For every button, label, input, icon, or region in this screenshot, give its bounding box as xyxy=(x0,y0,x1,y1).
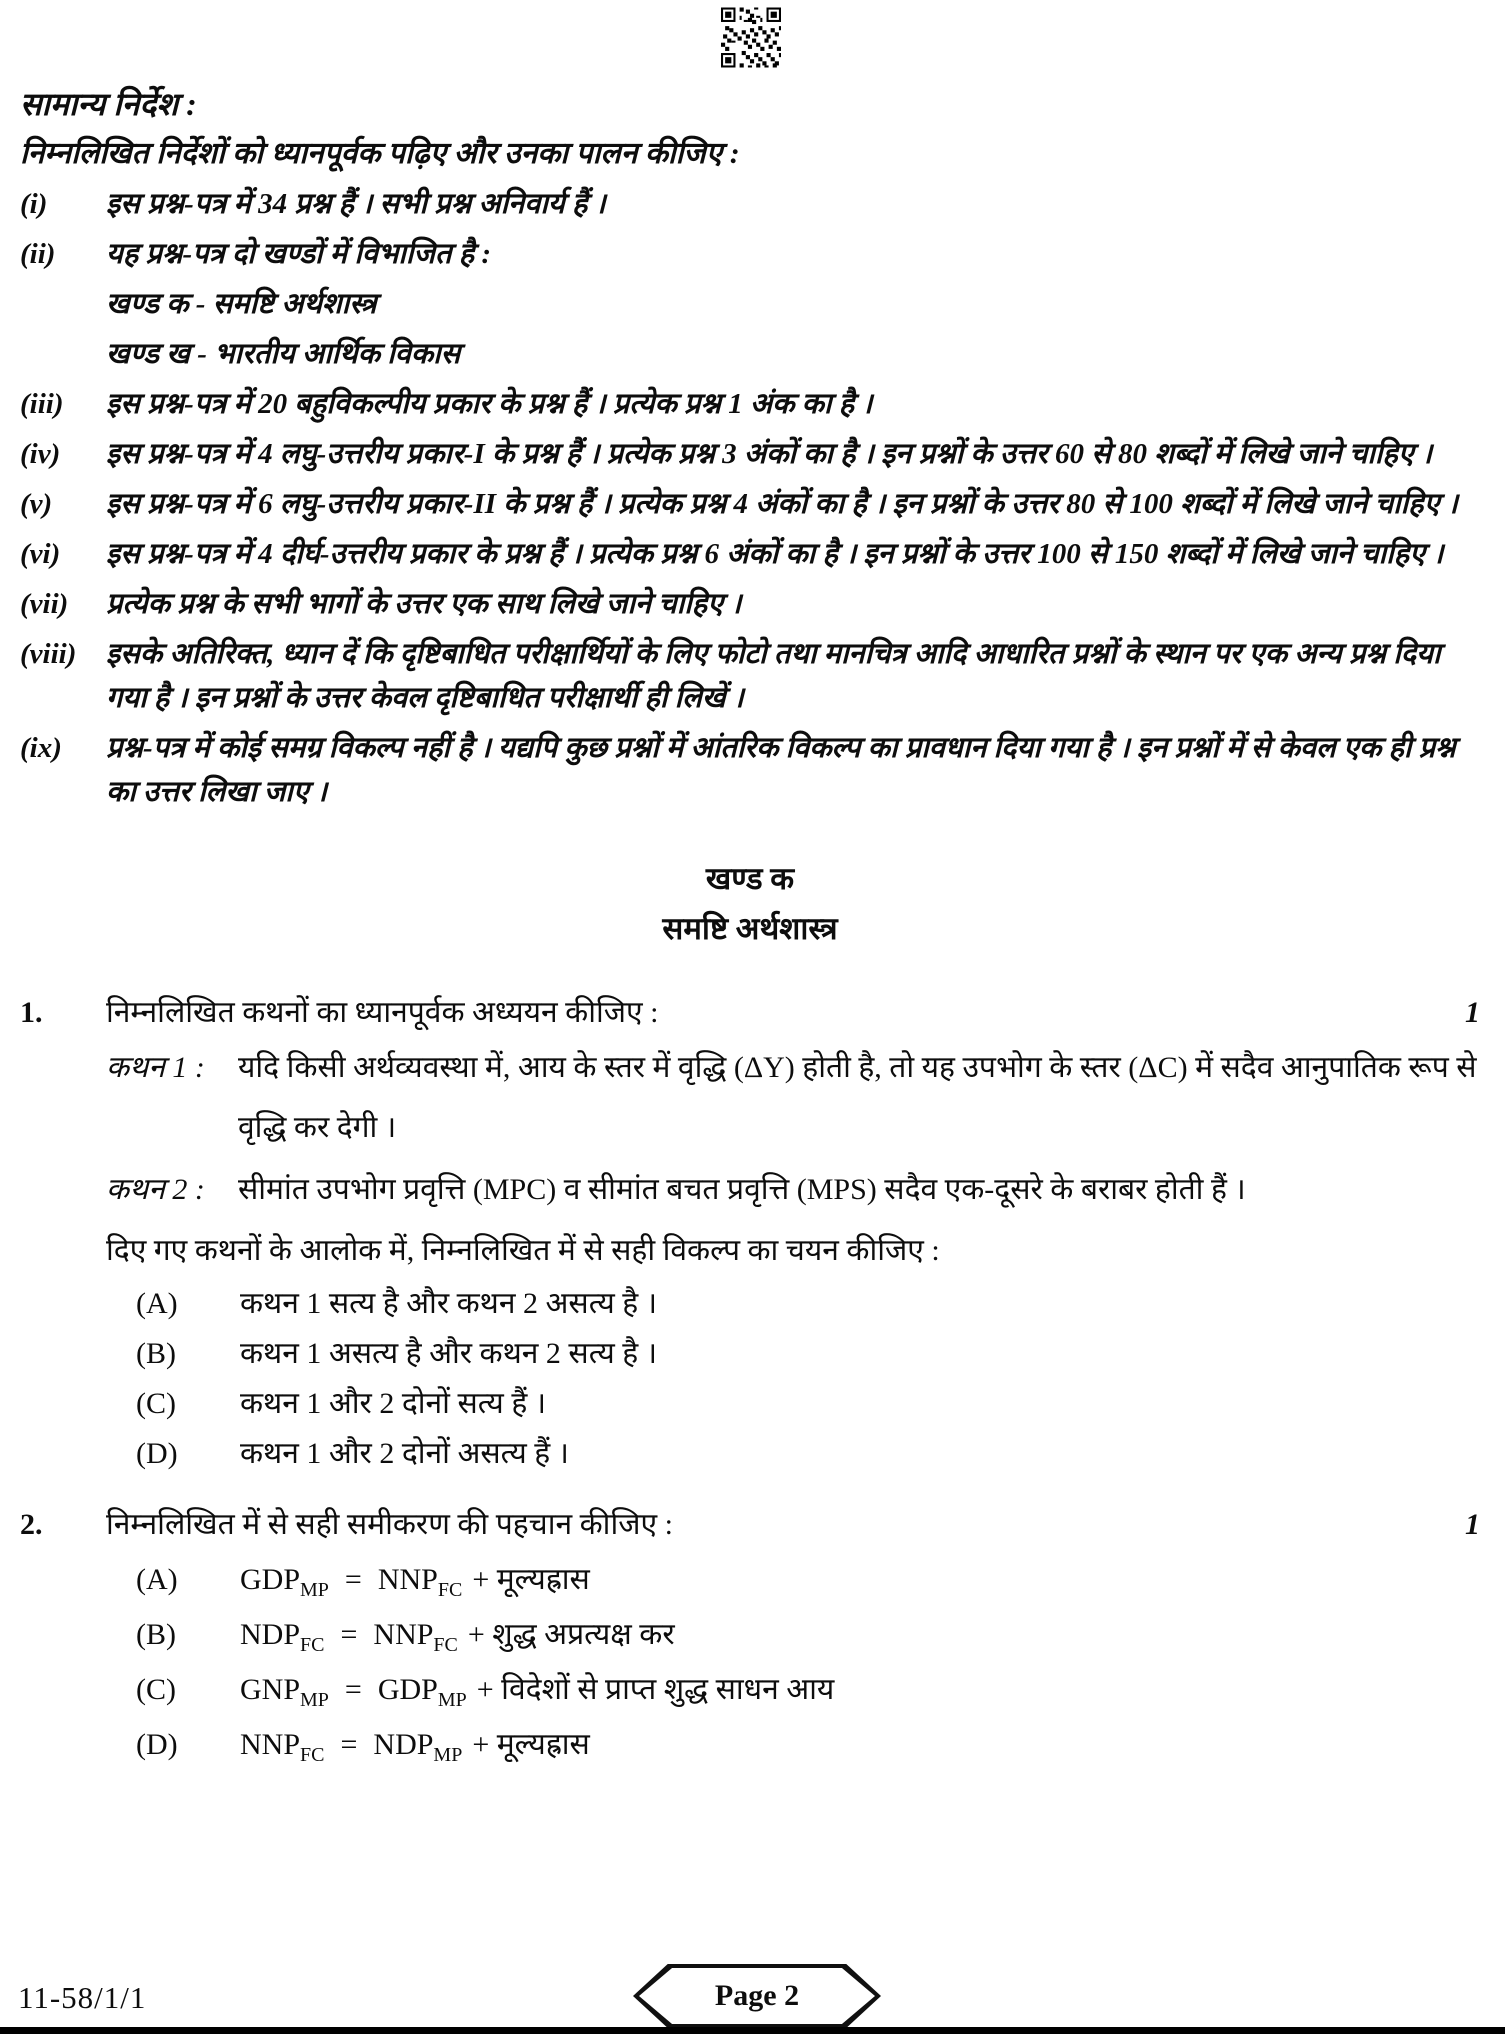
statement-2 xyxy=(106,1160,1480,1220)
subscript: MP xyxy=(300,1579,329,1601)
instruction-number: (i) xyxy=(20,188,48,220)
instruction-item xyxy=(20,726,1480,814)
equals-sign: = xyxy=(340,1728,358,1761)
general-instructions xyxy=(20,84,1480,814)
instruction-number: (vi) xyxy=(20,538,61,570)
equation-tail: + मूल्यह्रास xyxy=(472,1563,590,1596)
paper-code: 11-58/1/1 xyxy=(18,1980,147,2015)
term: GDP xyxy=(377,1673,438,1706)
term: NNP xyxy=(240,1728,301,1761)
instruction-number: (iv) xyxy=(20,438,61,470)
option-text: कथन 1 असत्य है और कथन 2 सत्य है । xyxy=(240,1337,658,1370)
instruction-number: (v) xyxy=(20,488,53,520)
equation xyxy=(240,1722,1480,1768)
equation xyxy=(240,1667,1480,1713)
option-row-b xyxy=(136,1612,1480,1658)
instruction-item xyxy=(20,182,1480,226)
question-2 xyxy=(20,1502,1480,1768)
page-number-label: Page 2 xyxy=(714,1979,800,2012)
option-label: (A) xyxy=(136,1563,178,1596)
subscript: FC xyxy=(300,1634,325,1656)
option-label: (B) xyxy=(136,1337,176,1370)
subscript: FC xyxy=(433,1634,458,1656)
instruction-item xyxy=(20,632,1480,720)
instruction-number: (ii) xyxy=(20,238,56,270)
equation xyxy=(240,1612,1480,1658)
section-subtitle: समष्टि अर्थशास्त्र xyxy=(662,911,838,946)
general-instructions-intro: निम्नलिखित निर्देशों को ध्यानपूर्वक पढ़िए और उनका पालन कीजिए : xyxy=(20,137,740,170)
instruction-text: यह प्रश्न-पत्र दो खण्डों में विभाजित है : xyxy=(106,238,492,270)
instruction-item xyxy=(20,382,1480,426)
question-2-header xyxy=(20,1502,1480,1548)
instruction-number: (viii) xyxy=(20,638,77,670)
equals-sign: = xyxy=(340,1618,358,1651)
instruction-text: इस प्रश्न-पत्र में 6 लघु-उत्तरीय प्रकार-II के प्रश्न हैं । प्रत्येक प्रश्न 4 अंकों का है । इन प्रश्नों के उत्तर 80 से 100 शब्दों में लिखे जाने चाहिए । xyxy=(106,488,1458,520)
question-marks: 1 xyxy=(1465,996,1480,1029)
instruction-text: प्रश्न-पत्र में कोई समग्र विकल्प नहीं है । यद्यपि कुछ प्रश्नों में आंतरिक विकल्प का प्रावधान दिया गया है । इन प्रश्नों में से केवल एक ही प्रश्न का उत्तर लिखा जाए । xyxy=(106,732,1456,808)
question-number: 1. xyxy=(20,996,43,1029)
instruction-number: (iii) xyxy=(20,388,64,420)
term: GDP xyxy=(240,1563,301,1596)
equals-sign: = xyxy=(344,1563,362,1596)
instruction-subitem xyxy=(20,332,1480,376)
subscript: FC xyxy=(300,1744,325,1766)
section-title: खण्ड क xyxy=(705,861,795,896)
section-b-label: खण्ड ख - भारतीय आर्थिक विकास xyxy=(106,338,461,370)
question-text: निम्नलिखित कथनों का ध्यानपूर्वक अध्ययन कीजिए : xyxy=(106,996,659,1029)
section-a-label: खण्ड क - समष्टि अर्थशास्त्र xyxy=(106,288,377,320)
option-label: (D) xyxy=(136,1437,178,1470)
page-number-badge xyxy=(633,1964,881,2028)
equation-tail: + मूल्यह्रास xyxy=(472,1728,590,1761)
equation-tail: + शुद्ध अप्रत्यक्ष कर xyxy=(467,1618,675,1651)
bottom-scan-bar xyxy=(0,2027,1505,2034)
option-row-a xyxy=(136,1282,1480,1326)
option-text: कथन 1 और 2 दोनों असत्य हैं । xyxy=(240,1437,570,1470)
equation-tail: + विदेशों से प्राप्त शुद्ध साधन आय xyxy=(476,1673,835,1706)
subscript: MP xyxy=(437,1689,467,1711)
instruction-text: इस प्रश्न-पत्र में 4 लघु-उत्तरीय प्रकार-I के प्रश्न हैं । प्रत्येक प्रश्न 3 अंकों का है । इन प्रश्नों के उत्तर 60 से 80 शब्दों में लिखे जाने चाहिए । xyxy=(106,438,1433,470)
instruction-subitem xyxy=(20,282,1480,326)
option-row-c xyxy=(136,1382,1480,1426)
qr-code xyxy=(721,6,781,69)
option-row-c xyxy=(136,1667,1480,1713)
equals-sign: = xyxy=(344,1673,362,1706)
option-label: (A) xyxy=(136,1287,178,1320)
question-1 xyxy=(20,990,1480,1476)
instruction-number: (ix) xyxy=(20,732,62,764)
option-row-d xyxy=(136,1432,1480,1476)
question-text: निम्नलिखित में से सही समीकरण की पहचान कीजिए : xyxy=(106,1508,673,1541)
equation xyxy=(240,1557,1480,1603)
option-text: कथन 1 और 2 दोनों सत्य हैं । xyxy=(240,1387,547,1420)
section-heading xyxy=(20,854,1480,954)
question-1-lead-in: दिए गए कथनों के आलोक में, निम्नलिखित में से सही विकल्प का चयन कीजिए : xyxy=(106,1234,940,1267)
option-label: (B) xyxy=(136,1618,176,1651)
instruction-item xyxy=(20,582,1480,626)
subscript: FC xyxy=(437,1579,463,1601)
instruction-item xyxy=(20,532,1480,576)
option-row-d xyxy=(136,1722,1480,1768)
option-row-a xyxy=(136,1557,1480,1603)
term: NDP xyxy=(373,1728,434,1761)
statement-1 xyxy=(106,1038,1480,1158)
instruction-text: इस प्रश्न-पत्र में 34 प्रश्न हैं । सभी प्रश्न अनिवार्य हैं । xyxy=(106,188,606,220)
option-text: कथन 1 सत्य है और कथन 2 असत्य है । xyxy=(240,1287,658,1320)
statement-label: कथन 2 : xyxy=(106,1173,205,1206)
option-row-b xyxy=(136,1332,1480,1376)
option-label: (C) xyxy=(136,1673,176,1706)
general-instructions-heading: सामान्य निर्देश : xyxy=(20,86,197,122)
term: NDP xyxy=(240,1618,301,1651)
term: NNP xyxy=(373,1618,434,1651)
instruction-text: इस प्रश्न-पत्र में 4 दीर्घ-उत्तरीय प्रकार के प्रश्न हैं । प्रत्येक प्रश्न 6 अंकों का है । इन प्रश्नों के उत्तर 100 से 150 शब्दों में लिखे जाने चाहिए । xyxy=(106,538,1444,570)
statement-text: यदि किसी अर्थव्यवस्था में, आय के स्तर में वृद्धि (ΔY) होती है, तो यह उपभोग के स्तर (ΔC) में सदैव आनुपातिक रूप से वृद्धि कर देगी । xyxy=(238,1051,1477,1144)
spacer xyxy=(20,282,106,326)
subscript: MP xyxy=(433,1744,463,1766)
instruction-text: प्रत्येक प्रश्न के सभी भागों के उत्तर एक साथ लिखे जाने चाहिए । xyxy=(106,588,742,620)
option-label: (D) xyxy=(136,1728,178,1761)
spacer xyxy=(20,332,106,376)
instruction-text: इस प्रश्न-पत्र में 20 बहुविकल्पीय प्रकार के प्रश्न हैं । प्रत्येक प्रश्न 1 अंक का है । xyxy=(106,388,873,420)
option-label: (C) xyxy=(136,1387,176,1420)
term: NNP xyxy=(377,1563,438,1596)
instruction-item xyxy=(20,432,1480,476)
instruction-text: इसके अतिरिक्त, ध्यान दें कि दृष्टिबाधित परीक्षार्थियों के लिए फोटो तथा मानचित्र आदि आधारित प्रश्नों के स्थान पर एक अन्य प्रश्न दिया गया है । इन प्रश्नों के उत्तर केवल दृष्टिबाधित परीक्षार्थी ही लिखें । xyxy=(106,638,1441,714)
term: GNP xyxy=(240,1673,301,1706)
instruction-item xyxy=(20,232,1480,276)
instruction-item xyxy=(20,482,1480,526)
instruction-number: (vii) xyxy=(20,588,69,620)
statement-text: सीमांत उपभोग प्रवृत्ति (MPC) व सीमांत बचत प्रवृत्ति (MPS) सदैव एक-दूसरे के बराबर होती हैं । xyxy=(238,1173,1246,1206)
statement-label: कथन 1 : xyxy=(106,1051,205,1084)
question-marks: 1 xyxy=(1465,1508,1480,1541)
subscript: MP xyxy=(300,1689,329,1711)
question-number: 2. xyxy=(20,1508,43,1541)
question-1-header xyxy=(20,990,1480,1036)
